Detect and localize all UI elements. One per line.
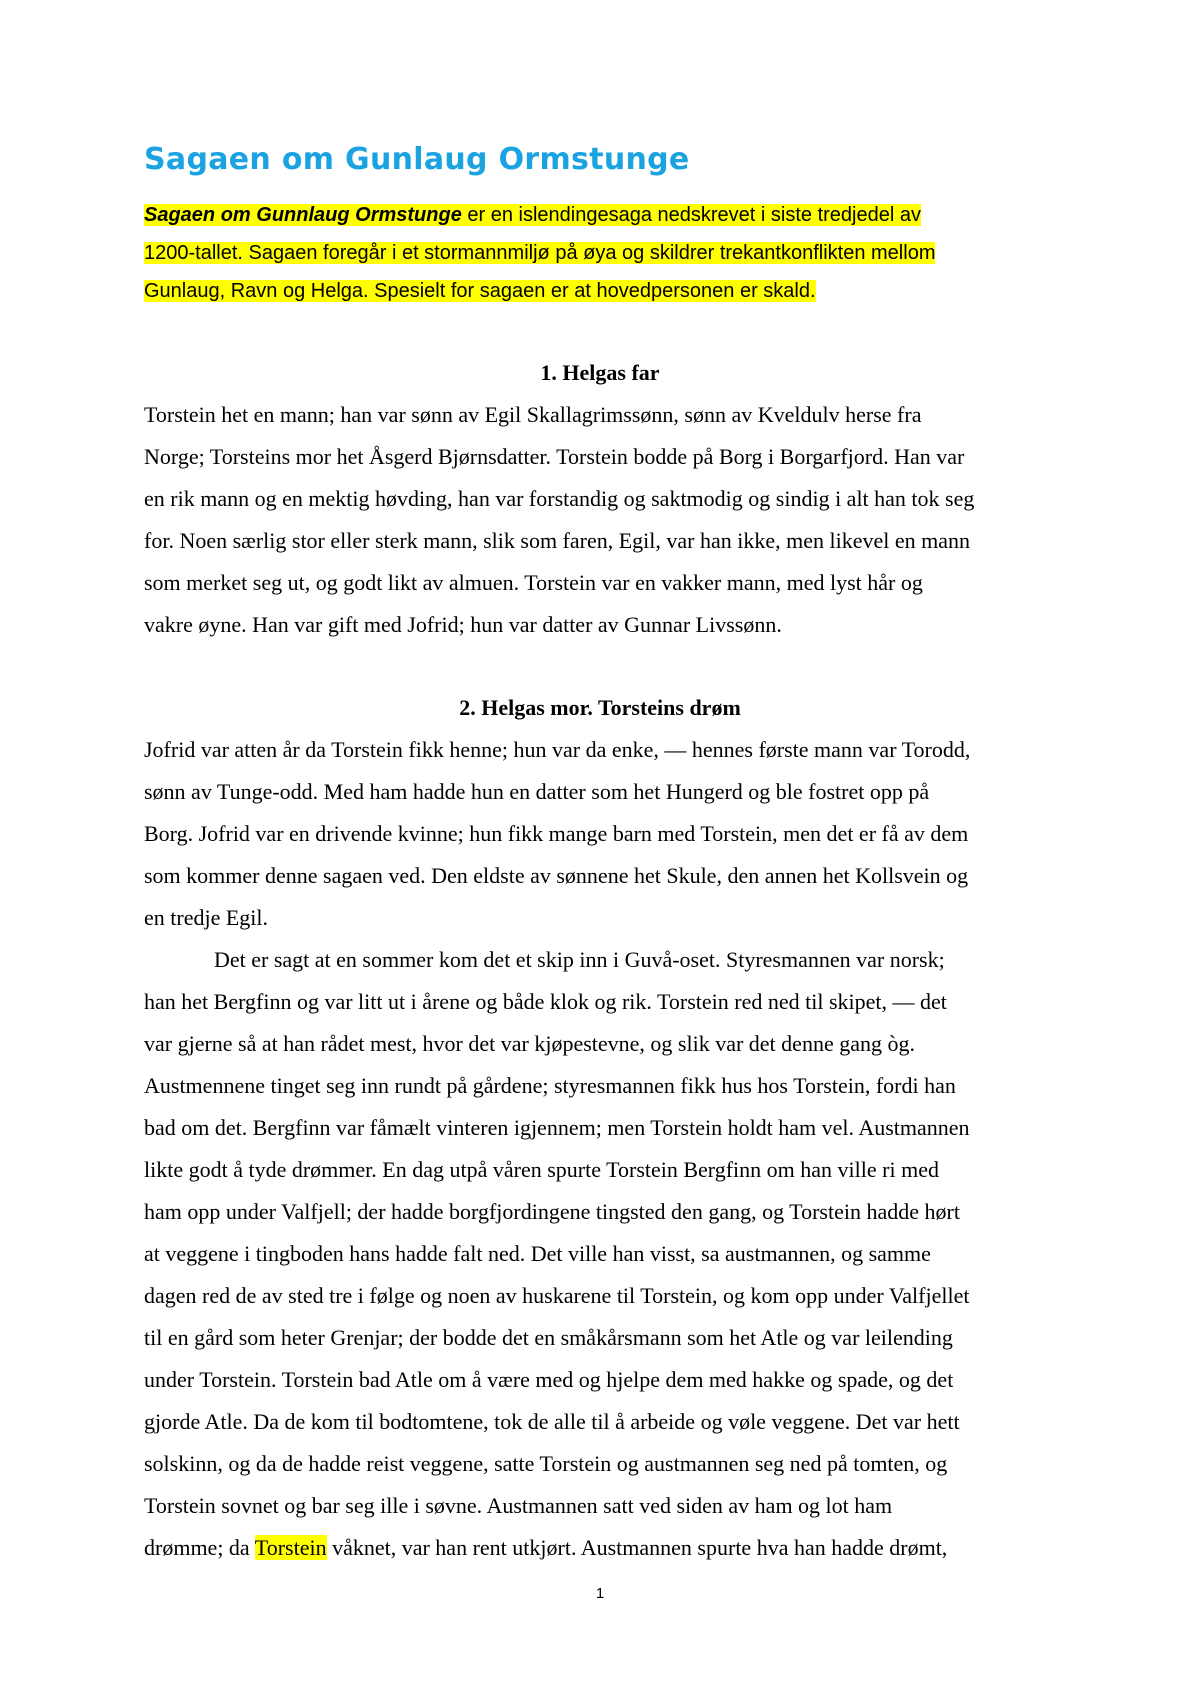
- body-line: en rik mann og en mektig høvding, han var forstandig og saktmodig og sindig i alt han tok seg: [144, 486, 975, 511]
- body-line: Norge; Torsteins mor het Åsgerd Bjørnsdatter. Torstein bodde på Borg i Borgarfjord. Han var: [144, 444, 965, 469]
- document-title: Sagaen om Gunlaug Ormstunge: [144, 142, 690, 177]
- body-line: at veggene i tingboden hans hadde falt ned. Det ville han visst, sa austmannen, og samme: [144, 1241, 931, 1266]
- body-line: vakre øyne. Han var gift med Jofrid; hun var datter av Gunnar Livssønn.: [144, 612, 782, 637]
- body-line: Austmennene tinget seg inn rundt på gårdene; styresmannen fikk hus hos Torstein, fordi han: [144, 1073, 956, 1098]
- body-line: ham opp under Valfjell; der hadde borgfjordingene tingsted den gang, og Torstein hadde hørt: [144, 1199, 960, 1224]
- intro-line-1-rest: er en islendingesaga nedskrevet i siste tredjedel av: [461, 204, 921, 226]
- body-line: en tredje Egil.: [144, 905, 269, 930]
- body-text: drømme; da: [144, 1535, 255, 1560]
- intro-line-3: Gunlaug, Ravn og Helga. Spesielt for sagaen er at hovedpersonen er skald.: [144, 280, 816, 302]
- body-line: Torstein het en mann; han var sønn av Egil Skallagrimssønn, sønn av Kveldulv herse fra: [144, 402, 922, 427]
- body-line: Det er sagt at en sommer kom det et skip inn i Guvå-oset. Styresmannen var norsk;: [214, 947, 945, 972]
- body-line: som kommer denne sagaen ved. Den eldste av sønnene het Skule, den annen het Kollsvein og: [144, 863, 969, 888]
- body-line: Jofrid var atten år da Torstein fikk henne; hun var da enke, — hennes første mann var Torodd,: [144, 737, 971, 762]
- highlighted-word: Torstein: [254, 1535, 327, 1560]
- body-line: han het Bergfinn og var litt ut i årene og både klok og rik. Torstein red ned til skipet, — det: [144, 989, 947, 1014]
- body-line: likte godt å tyde drømmer. En dag utpå våren spurte Torstein Bergfinn om han ville ri med: [144, 1157, 939, 1182]
- body-line: sønn av Tunge-odd. Med ham hadde hun en datter som het Hungerd og ble fostret opp på: [144, 779, 930, 804]
- chapter-2-heading: 2. Helgas mor. Torsteins drøm: [459, 695, 741, 720]
- body-text: våknet, var han rent utkjørt. Austmannen spurte hva han hadde drømt,: [326, 1535, 948, 1560]
- body-line: dagen red de av sted tre i følge og noen av huskarene til Torstein, og kom opp under Valfjellet: [144, 1283, 970, 1308]
- body-line: som merket seg ut, og godt likt av almuen. Torstein var en vakker mann, med lyst hår og: [144, 570, 923, 595]
- page-number: 1: [595, 1585, 605, 1602]
- body-line: Borg. Jofrid var en drivende kvinne; hun fikk mange barn med Torstein, men det er få av dem: [144, 821, 969, 846]
- chapter-2-paragraph-1: [144, 729, 1066, 939]
- body-line: under Torstein. Torstein bad Atle om å være med og hjelpe dem med hakke og spade, og det: [144, 1367, 954, 1392]
- intro-paragraph: [144, 196, 1084, 310]
- body-line: Torstein sovnet og bar seg ille i søvne. Austmannen satt ved siden av ham og lot ham: [144, 1493, 893, 1518]
- intro-line-2: 1200-tallet. Sagaen foregår i et stormannmiljø på øya og skildrer trekantkonflikten mellom: [144, 242, 936, 264]
- body-line: til en gård som heter Grenjar; der bodde det en småkårsmann som het Atle og var leilending: [144, 1325, 953, 1350]
- body-line: for. Noen særlig stor eller sterk mann, slik som faren, Egil, var han ikke, men likevel en mann: [144, 528, 971, 553]
- body-line: var gjerne så at han rådet mest, hvor det var kjøpestevne, og slik var det denne gang òg.: [144, 1031, 915, 1056]
- chapter-2-paragraph-2: [144, 939, 1066, 1569]
- chapter-1-heading: 1. Helgas far: [540, 360, 660, 385]
- chapter-1-paragraph: [144, 394, 1066, 646]
- body-line-last: [144, 1535, 947, 1560]
- intro-line-1: [144, 204, 921, 226]
- body-line: gjorde Atle. Da de kom til bodtomtene, tok de alle til å arbeide og vøle veggene. Det var hett: [144, 1409, 960, 1434]
- body-line: solskinn, og da de hadde reist veggene, satte Torstein og austmannen seg ned på tomten, og: [144, 1451, 948, 1476]
- intro-lead: Sagaen om Gunnlaug Ormstunge: [144, 204, 462, 226]
- body-line: bad om det. Bergfinn var fåmælt vinteren igjennem; men Torstein holdt ham vel. Austmannen: [144, 1115, 970, 1140]
